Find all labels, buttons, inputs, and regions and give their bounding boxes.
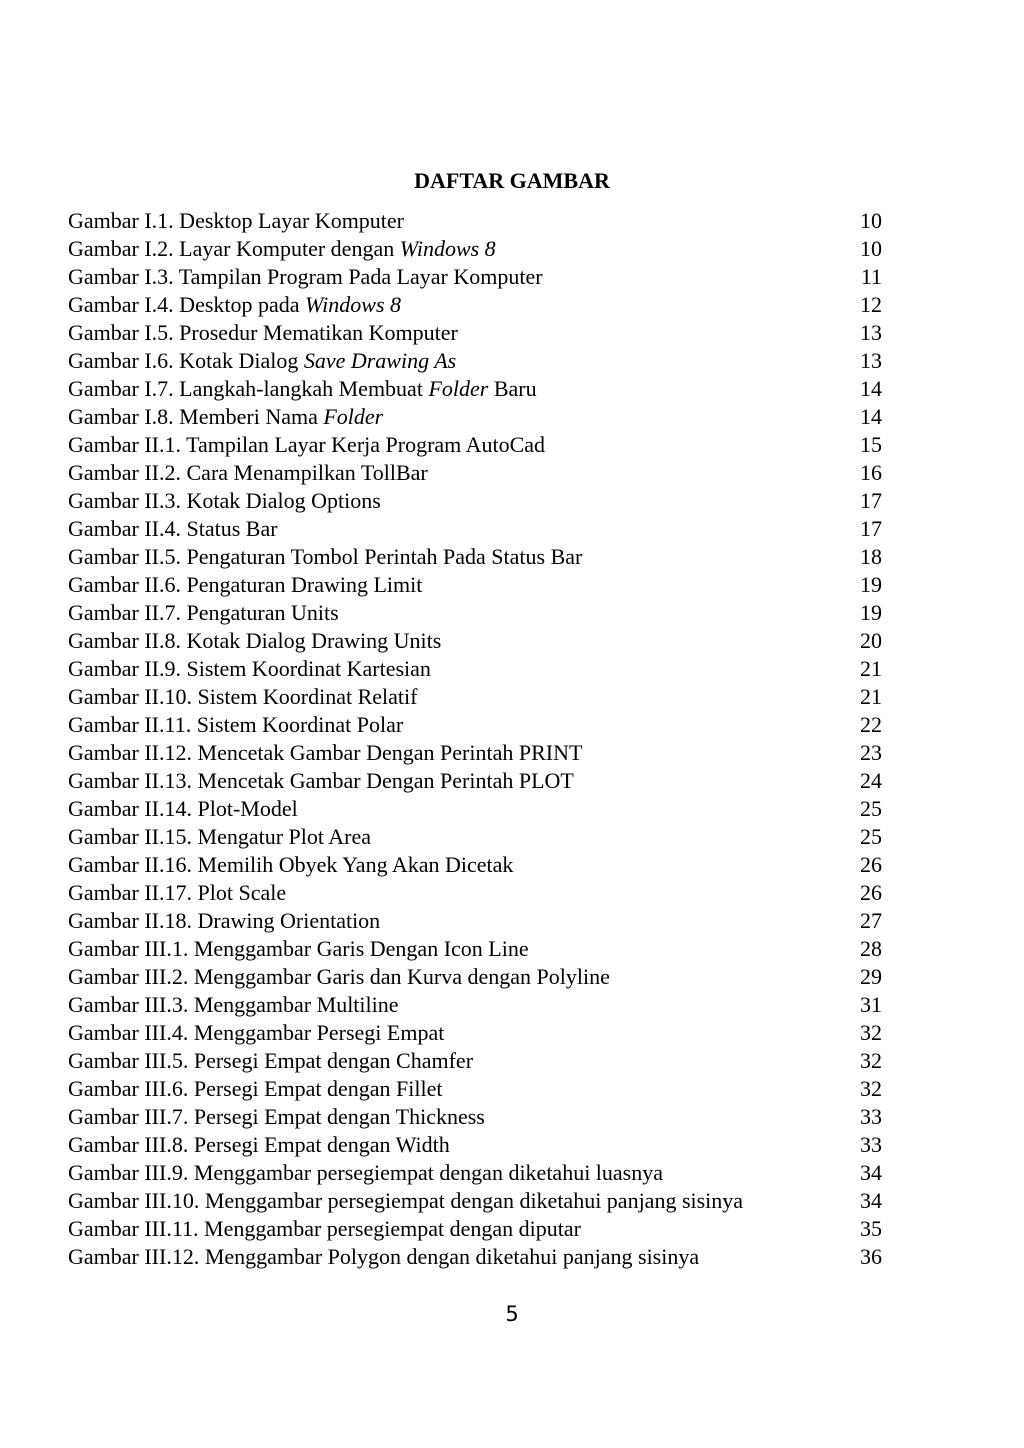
figure-entry-page: 27 [860, 908, 882, 933]
figure-entry-page: 19 [860, 600, 882, 625]
figure-entry-text: Gambar II.9. Sistem Koordinat Kartesian [68, 656, 431, 681]
figure-entry [68, 1159, 882, 1187]
figure-entry-label [68, 1075, 443, 1103]
figure-entry [68, 935, 882, 963]
figure-entry-page: 32 [860, 1020, 882, 1045]
figure-entry-page: 25 [860, 796, 882, 821]
figure-entry [68, 907, 882, 935]
figure-entry-text: Gambar II.7. Pengaturan Units [68, 600, 339, 625]
figure-entry-page: 10 [860, 236, 882, 261]
figure-entry-page: 32 [860, 1048, 882, 1073]
figure-entry [68, 207, 882, 235]
figure-entry [68, 515, 882, 543]
figure-entry-text: Gambar II.12. Mencetak Gambar Dengan Perintah PRINT [68, 740, 583, 765]
figure-entry-label [68, 711, 403, 739]
figure-entry [68, 403, 882, 431]
figure-entry-page: 34 [860, 1160, 882, 1185]
figure-entry-page: 33 [860, 1132, 882, 1157]
figure-entry [68, 1103, 882, 1131]
figure-entry-text: Gambar III.3. Menggambar Multiline [68, 992, 399, 1017]
figure-entry-italic-text: Windows 8 [399, 236, 496, 261]
figure-entry-text: Gambar II.10. Sistem Koordinat Relatif [68, 684, 418, 709]
figure-entry-label [68, 515, 278, 543]
figure-entry-page: 16 [860, 460, 882, 485]
figure-entry-text: Gambar II.16. Memilih Obyek Yang Akan Dicetak [68, 852, 514, 877]
figure-entry-text: Gambar I.7. Langkah-langkah Membuat [68, 376, 429, 401]
figure-entry-text: Gambar III.4. Menggambar Persegi Empat [68, 1020, 445, 1045]
figure-entry-page: 23 [860, 740, 882, 765]
figure-entry-page: 13 [860, 348, 882, 373]
figure-entry [68, 319, 882, 347]
figure-entry-text: Gambar III.1. Menggambar Garis Dengan Icon Line [68, 936, 529, 961]
figure-entry-text: Gambar III.7. Persegi Empat dengan Thickness [68, 1104, 485, 1129]
figure-entry-text: Gambar I.5. Prosedur Mematikan Komputer [68, 320, 458, 345]
figure-entry-page: 14 [860, 376, 882, 401]
figure-entry-text: Gambar III.5. Persegi Empat dengan Chamfer [68, 1048, 474, 1073]
figure-entry [68, 1131, 882, 1159]
figure-entry [68, 683, 882, 711]
figure-entry-page: 26 [860, 852, 882, 877]
figure-entry [68, 543, 882, 571]
figure-entry-label [68, 319, 458, 347]
figure-entry-label [68, 1159, 663, 1187]
figure-entry-label [68, 291, 401, 319]
figure-entry-label [68, 1103, 485, 1131]
figure-entry-text: Gambar II.17. Plot Scale [68, 880, 287, 905]
figure-entry-text: Gambar III.11. Menggambar persegiempat dengan diputar [68, 1216, 581, 1241]
figure-entry-text: Gambar II.5. Pengaturan Tombol Perintah Pada Status Bar [68, 544, 583, 569]
figure-entry [68, 963, 882, 991]
figure-entry-text: Gambar II.1. Tampilan Layar Kerja Program AutoCad [68, 432, 546, 457]
figure-entry-page: 21 [860, 656, 882, 681]
figure-entry-page: 24 [860, 768, 882, 793]
figure-entry [68, 1019, 882, 1047]
figure-entry-label [68, 1187, 743, 1215]
figure-entry-text: Gambar II.2. Cara Menampilkan TollBar [68, 460, 428, 485]
figure-entry-page: 17 [860, 488, 882, 513]
figure-entry-text: Gambar II.18. Drawing Orientation [68, 908, 381, 933]
figure-entry-page: 20 [860, 628, 882, 653]
figure-entry-label [68, 823, 371, 851]
figure-entry-page: 28 [860, 936, 882, 961]
figure-entry-italic-text: Folder [428, 376, 489, 401]
figure-entry [68, 431, 882, 459]
figure-entry-page: 21 [860, 684, 882, 709]
figure-entry-label [68, 655, 431, 683]
figure-entry-italic-text: Windows 8 [305, 292, 402, 317]
figure-entry [68, 1047, 882, 1075]
figure-entry-page: 12 [860, 292, 882, 317]
figure-list [68, 207, 882, 1271]
figure-entry [68, 823, 882, 851]
figure-entry [68, 655, 882, 683]
figure-entry-label [68, 991, 399, 1019]
figure-entry-page: 18 [860, 544, 882, 569]
figure-entry-label [68, 1131, 450, 1159]
figure-entry-page: 26 [860, 880, 882, 905]
figure-entry-label [68, 627, 441, 655]
figure-entry-text: Gambar II.4. Status Bar [68, 516, 278, 541]
figure-entry-page: 32 [860, 1076, 882, 1101]
figure-entry-italic-text: Save Drawing As [303, 348, 457, 373]
figure-entry-text: Gambar II.14. Plot-Model [68, 796, 298, 821]
figure-entry-text: Gambar I.1. Desktop Layar Komputer [68, 208, 405, 233]
figure-entry-page: 14 [860, 404, 882, 429]
figure-entry-label [68, 207, 404, 235]
figure-entry-page: 11 [860, 264, 882, 289]
figure-entry [68, 879, 882, 907]
figure-entry-label [68, 767, 574, 795]
figure-entry [68, 487, 882, 515]
figure-entry-text: Gambar I.3. Tampilan Program Pada Layar Komputer [68, 264, 543, 289]
figure-entry-label [68, 907, 380, 935]
figure-entry-label [68, 347, 456, 375]
figure-entry-label [68, 263, 543, 291]
figure-entry-page: 13 [860, 320, 882, 345]
figure-entry-text: Gambar III.12. Menggambar Polygon dengan diketahui panjang sisinya [68, 1244, 700, 1269]
figure-entry-text: Gambar III.8. Persegi Empat dengan Width [68, 1132, 450, 1157]
figure-entry [68, 739, 882, 767]
figure-entry [68, 599, 882, 627]
figure-entry-italic-text: Folder [323, 404, 384, 429]
figure-entry-page: 19 [860, 572, 882, 597]
figure-entry-text: Gambar III.6. Persegi Empat dengan Fillet [68, 1076, 443, 1101]
figure-entry [68, 795, 882, 823]
figure-entry-text: Gambar II.8. Kotak Dialog Drawing Units [68, 628, 442, 653]
figure-entry-label [68, 683, 417, 711]
figure-entry-label [68, 795, 298, 823]
figure-entry-page: 33 [860, 1104, 882, 1129]
figure-entry-page: 17 [860, 516, 882, 541]
figure-entry-page: 36 [860, 1244, 882, 1269]
figure-entry-label [68, 235, 496, 263]
figure-entry-page: 35 [860, 1216, 882, 1241]
figure-entry [68, 291, 882, 319]
figure-entry-page: 22 [860, 712, 882, 737]
page-title: DAFTAR GAMBAR [414, 167, 610, 193]
figure-entry-text: Gambar I.2. Layar Komputer dengan [68, 236, 400, 261]
figure-entry [68, 1243, 882, 1271]
figure-entry-label [68, 851, 513, 879]
figure-entry-label [68, 1243, 699, 1271]
figure-entry-text: Gambar I.4. Desktop pada [68, 292, 306, 317]
figure-entry-label [68, 879, 286, 907]
figure-entry-label [68, 963, 610, 991]
figure-entry-text: Gambar III.10. Menggambar persegiempat dengan diketahui panjang sisinya [68, 1188, 744, 1213]
figure-entry-text: Gambar II.13. Mencetak Gambar Dengan Perintah PLOT [68, 768, 574, 793]
figure-entry-text: Gambar III.2. Menggambar Garis dan Kurva dengan Polyline [68, 964, 610, 989]
figure-entry-label [68, 599, 339, 627]
figure-entry-text: Gambar III.9. Menggambar persegiempat dengan diketahui luasnya [68, 1160, 664, 1185]
figure-entry [68, 711, 882, 739]
figure-entry [68, 375, 882, 403]
figure-entry [68, 991, 882, 1019]
figure-entry-label [68, 403, 383, 431]
figure-entry-label [68, 1047, 473, 1075]
figure-entry [68, 767, 882, 795]
figure-entry-label [68, 431, 545, 459]
figure-entry-page: 10 [860, 208, 882, 233]
figure-entry-page: 31 [860, 992, 882, 1017]
figure-entry-label [68, 739, 582, 767]
figure-entry-page: 15 [860, 432, 882, 457]
figure-entry-label [68, 459, 428, 487]
figure-entry [68, 627, 882, 655]
figure-entry-label [68, 487, 381, 515]
figure-entry-text: Gambar II.3. Kotak Dialog Options [68, 488, 381, 513]
figure-entry [68, 1075, 882, 1103]
figure-entry-label [68, 935, 529, 963]
figure-entry-label [68, 543, 582, 571]
figure-entry [68, 347, 882, 375]
figure-entry-text: Baru [488, 376, 537, 401]
figure-entry [68, 1187, 882, 1215]
figure-entry-page: 25 [860, 824, 882, 849]
figure-entry-label [68, 1019, 444, 1047]
figure-entry [68, 851, 882, 879]
figure-entry-page: 34 [860, 1188, 882, 1213]
figure-entry [68, 235, 882, 263]
figure-entry [68, 459, 882, 487]
figure-entry-text: Gambar I.6. Kotak Dialog [68, 348, 304, 373]
figure-entry-text: Gambar II.6. Pengaturan Drawing Limit [68, 572, 423, 597]
figure-entry-label [68, 1215, 581, 1243]
page-number: 5 [505, 1302, 519, 1326]
figure-entry-text: Gambar I.8. Memberi Nama [68, 404, 324, 429]
figure-entry [68, 571, 882, 599]
figure-entry [68, 263, 882, 291]
figure-entry-page: 29 [860, 964, 882, 989]
figure-entry-label [68, 375, 537, 403]
figure-entry [68, 1215, 882, 1243]
figure-entry-text: Gambar II.11. Sistem Koordinat Polar [68, 712, 404, 737]
figure-entry-label [68, 571, 422, 599]
figure-entry-text: Gambar II.15. Mengatur Plot Area [68, 824, 372, 849]
